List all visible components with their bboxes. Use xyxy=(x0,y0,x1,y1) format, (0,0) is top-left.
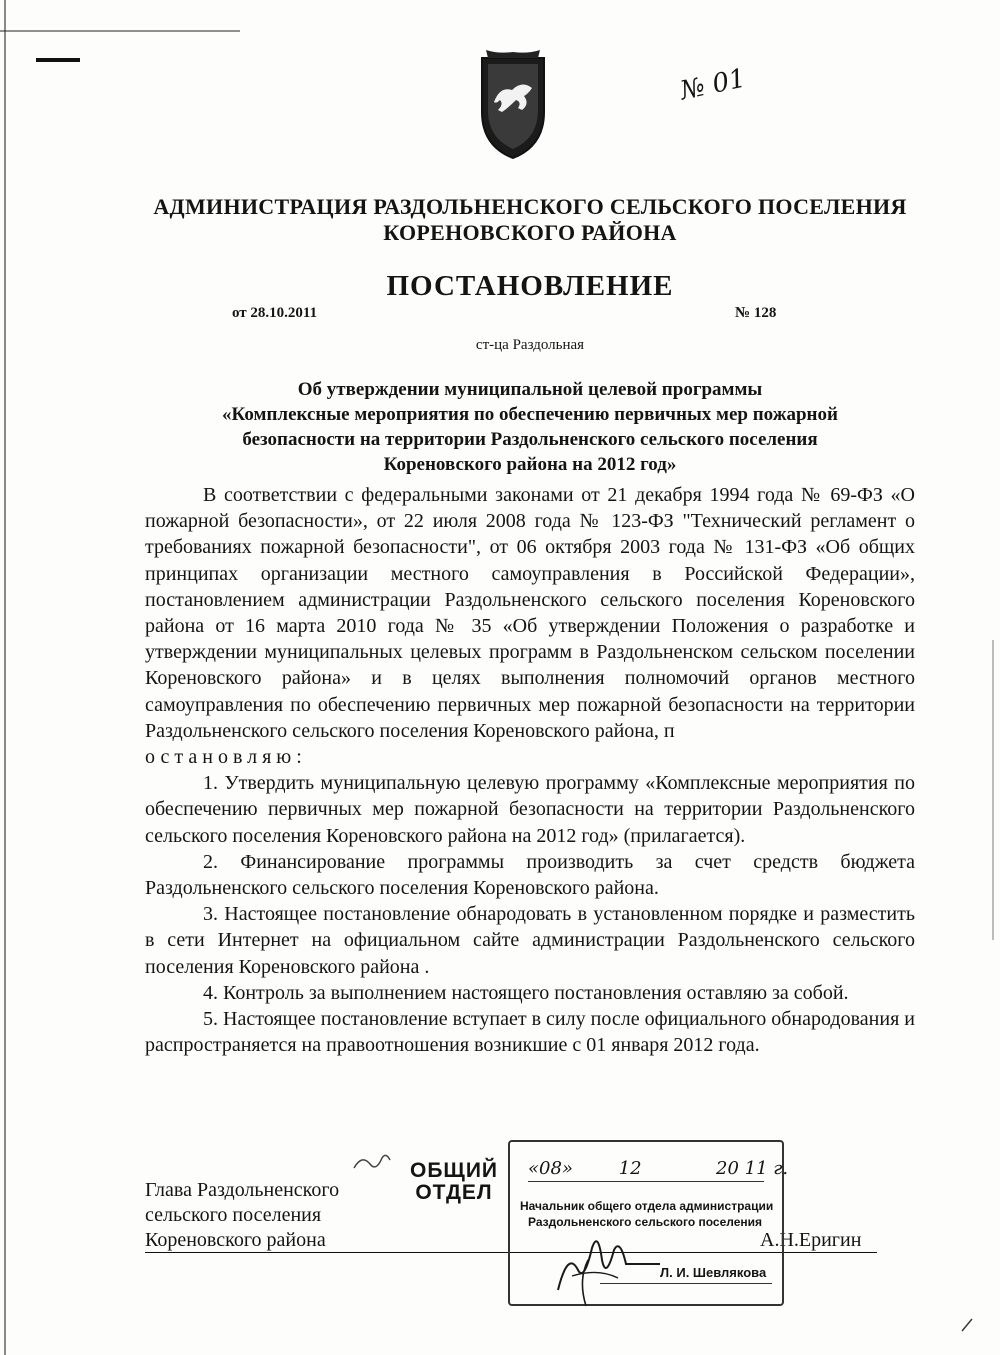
stamp-official-name: Л. И. Шевлякова xyxy=(660,1265,767,1280)
subject-line: безопасности на территории Раздольненского сельского поселения xyxy=(242,429,818,450)
scan-edge xyxy=(4,0,6,1355)
resolution-item: 1. Утвердить муниципальную целевую программу «Комплексные мероприятия по обеспечению первичных мер пожарной безопасности на территории Раздольненского сельского поселения Кореновского района на 2012 год» (прилагается). xyxy=(145,772,915,847)
resolution-item: 3. Настоящее постановление обнародовать в установленном порядке и разместить в сети Интернет на официальном сайте администрации Раздольненского сельского поселения Кореновского района . xyxy=(145,903,915,978)
resolution-item: 5. Настоящее постановление вступает в силу после официального обнародования и распространяется на правоотношения возникшие с 01 января 2012 года. xyxy=(145,1008,915,1057)
position-line: сельского поселения xyxy=(145,1204,322,1226)
document-number: № 128 xyxy=(735,305,777,321)
resolution-item: 4. Контроль за выполнением настоящего постановления оставляю за собой. xyxy=(203,981,849,1004)
stamp-position-line: Раздольненского сельского поселения xyxy=(528,1215,763,1229)
general-department-stamp xyxy=(410,1160,498,1204)
stamp-date-underline xyxy=(528,1181,764,1182)
stamp-date-year: 20 11 г. xyxy=(716,1158,789,1179)
document-date: от 28.10.2011 xyxy=(232,305,318,321)
stamp-dept-line: ОТДЕЛ xyxy=(415,1181,493,1204)
stamp-date xyxy=(528,1158,788,1179)
scan-edge xyxy=(992,640,994,940)
handwritten-signature xyxy=(548,1220,668,1310)
preamble-text: В соответствии с федеральными законами от 21 декабря 1994 года № 69-ФЗ «О пожарной безопасности», от 22 июля 2008 года № 123-ФЗ "Технический регламент о требованиях пожарной безопасности", от 06 октября 2003 года № 131-ФЗ «Об общих принципах организации местного самоуправления в Российской Федерации», постановлением администрации Раздольненского сельского поселения Кореновского района от 16 марта 2010 года № 35 «Об утверждении Положения о разработке и утверждении муниципальных целевых программ в Раздольненском сельском поселении Кореновского района» и в целях выполнения полномочий органов местного самоуправления по обеспечению первичных мер пожарной безопасности на территории Раздольненского сельского поселения Кореновского района, п xyxy=(145,484,915,742)
position-line: Глава Раздольненского xyxy=(145,1179,340,1201)
resolve-word: остановляю: xyxy=(145,746,307,769)
signatory-position xyxy=(145,1178,339,1253)
resolution-item: 2. Финансирование программы производить за счет средств бюджета Раздольненского сельского поселения Кореновского района. xyxy=(145,850,915,900)
scan-mark xyxy=(36,58,80,62)
signatory-name: А.Н.Еригин xyxy=(760,1229,862,1251)
subject-line: «Комплексные мероприятия по обеспечению первичных мер пожарной xyxy=(222,404,838,425)
document-subject xyxy=(140,377,920,477)
stamp-date-day: «08» xyxy=(528,1158,573,1179)
scribble-mark xyxy=(352,1150,392,1174)
document-type: ПОСТАНОВЛЕНИЕ xyxy=(386,270,674,302)
preamble-paragraph xyxy=(145,482,915,770)
stamp-dept-line: ОБЩИЙ xyxy=(410,1159,499,1182)
subject-line: Кореновского района на 2012 год» xyxy=(383,454,677,475)
subject-line: Об утверждении муниципальной целевой программы xyxy=(297,379,763,400)
document-place: ст-ца Раздольная xyxy=(475,337,585,353)
coat-of-arms-emblem xyxy=(478,50,548,162)
scan-edge xyxy=(0,30,240,32)
stamp-date-month: 12 xyxy=(618,1158,642,1179)
organization-name xyxy=(100,194,960,246)
organization-line: КОРЕНОВСКОГО РАЙОНА xyxy=(383,220,677,245)
handwritten-registration-number: № 01 xyxy=(677,63,749,107)
stamp-position-line: Начальник общего отдела администрации xyxy=(520,1199,774,1213)
document-body xyxy=(145,482,915,1058)
position-line: Кореновского района xyxy=(145,1229,326,1251)
organization-line: АДМИНИСТРАЦИЯ РАЗДОЛЬНЕНСКОГО СЕЛЬСКОГО ПОСЕЛЕНИЯ xyxy=(153,194,907,219)
pen-mark xyxy=(960,1318,974,1332)
stamp-signature-underline xyxy=(600,1283,772,1284)
